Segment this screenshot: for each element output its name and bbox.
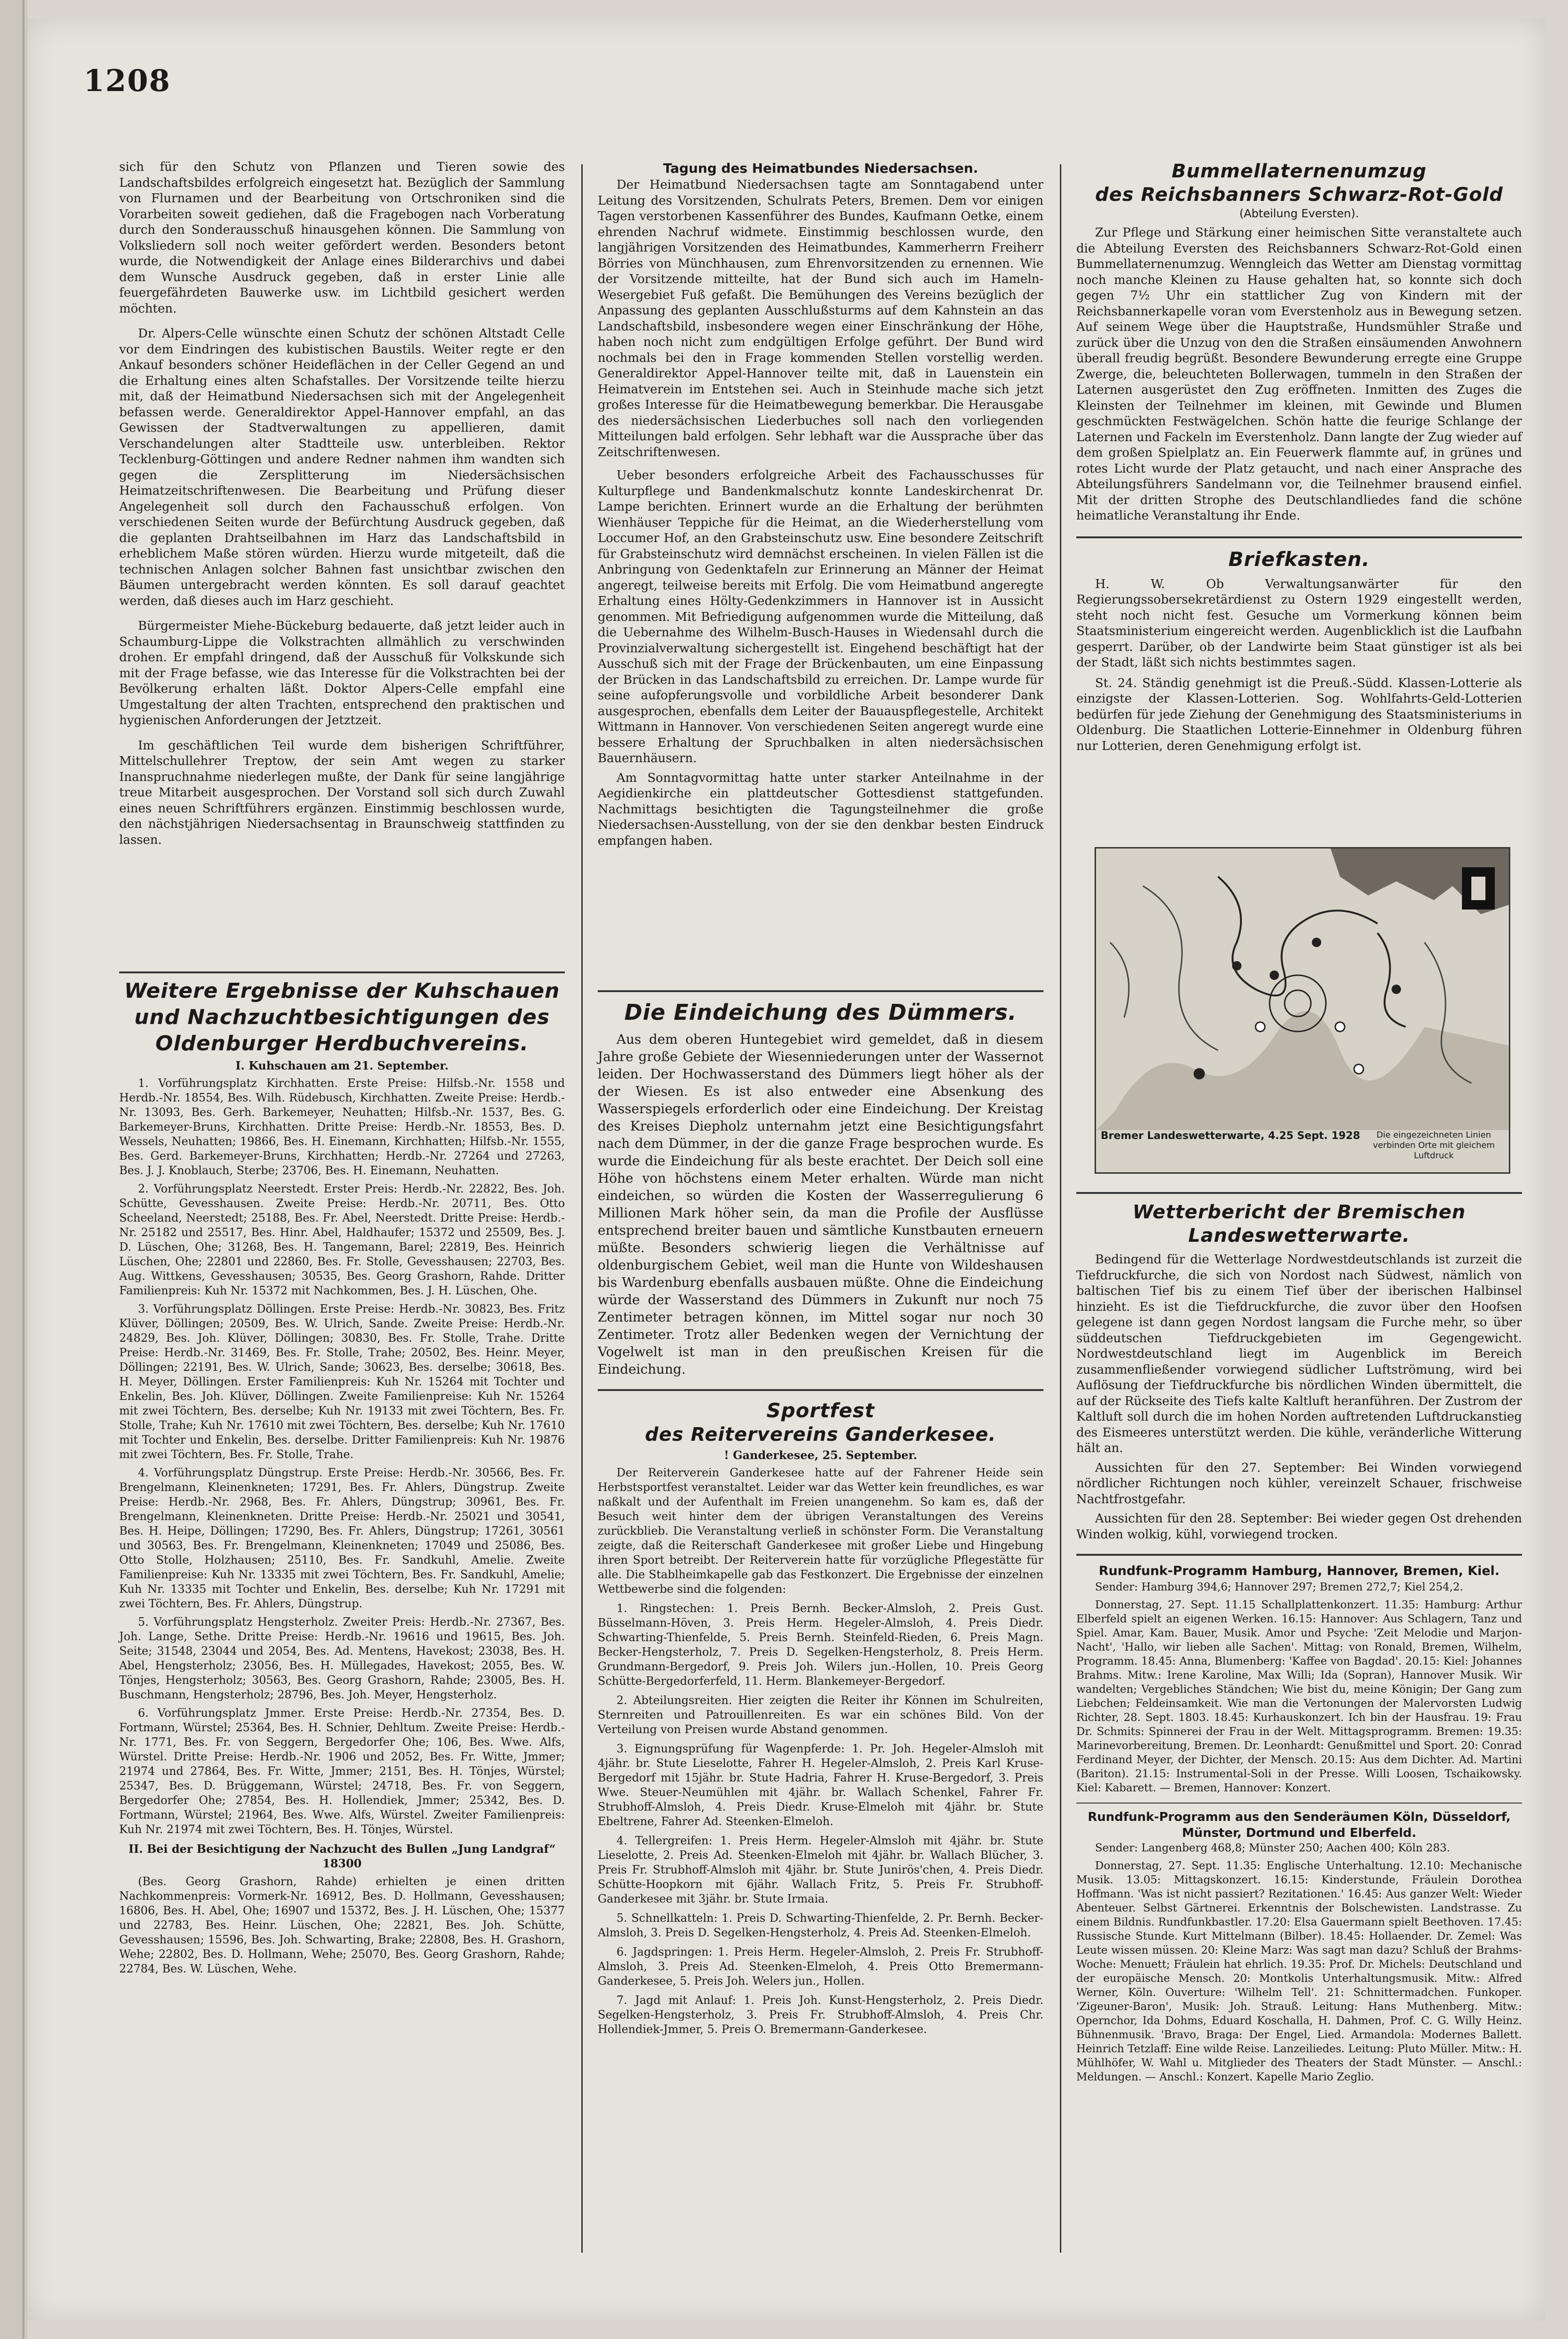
divider — [119, 971, 565, 973]
article-title-heimatbund: Tagung des Heimatbundes Niedersachsen. — [663, 161, 978, 176]
article-note: (Abteilung Eversten). — [1239, 207, 1359, 220]
article-title-laternenumzug: Bummellaternenumzug — [1172, 161, 1427, 182]
binding-edge — [0, 0, 27, 2339]
dateline: ! Ganderkesee, 25. September. — [724, 1448, 917, 1462]
paragraph: 7. Jagd mit Anlauf: 1. Preis Joh. Kunst-Hengsterholz, 2. Preis Diedr. Segelken-Hengsterholz, 3. Preis Fr. Strubhoff-Almsloh, 4. Preis Chr. Hollendiek-Jmmer, 5. Preis O. Bremermann-Ganderkesee. — [598, 1994, 1043, 2036]
map-caption-top: Bremer Landeswetterwarte, 4.25 Sept. 1928 — [1101, 1130, 1360, 1142]
article-title-sportfest: Sportfest — [766, 1399, 875, 1422]
paragraph: Zur Pflege und Stärkung einer heimischen Sitte veranstaltete auch die Abteilung Eversten des Reichsbanners Schwarz-Rot-Gold einen Bummellaternenumzug. Wenngleich das Wetter am Dienstag vormittag noch manche Kleinen zu Hause gehalten hat, so konnte sich doch gegen 7½ Uhr ein stattlicher Zug von Kindern mit der Reichsbannerkapelle voran vom Everstenholz aus in Bewegung setzen. Auf seinem Wege über die Hauptstraße, Hundsmühler Straße und zurück über die Unzug von den die Straßen einsäumenden Anwohnern überall freudig begrüßt. Besondere Bewunderung erregte eine Gruppe Zwerge, die, beleuchteten Bollerwagen, tummeln in den Straßen der Laternen ausgerüstet den Zug eröffneten. Inmitten des Zuges die Kleinsten der Teilnehmer im kleinen, mit Gewinde und Blumen geschmückten Festwägelchen. Schön hatte die feurige Schlange der Laternen und Fackeln im Everstenholz. Dann langte der Zug wieder auf dem großen Spielplatz an. Ein Feuerwerk flammte auf, in grünes und rotes Licht wurde der Platz getaucht, und nach einer Ansprache des Abteilungsführers Sandelmann vor, die Teilnehmer brausend einfiel. Mit der dritten Strophe des Deutschlandliedes fand die schöne heimatliche Veranstaltung ihr Ende. — [1076, 226, 1522, 523]
paragraph: Aussichten für den 28. September: Bei wieder gegen Ost drehenden Winden wolkig, kühl, vorwiegend trocken. — [1076, 1512, 1522, 1542]
paragraph: 5. Schnellkatteln: 1. Preis D. Schwarting-Thienfelde, 2. Pr. Bernh. Becker-Almsloh, 3. Preis D. Segelken-Hengsterholz, 4. Preis Ad. Steenken-Elmeloh. — [598, 1911, 1043, 1939]
paragraph: Donnerstag, 27. Sept. 11.35: Englische Unterhaltung. 12.10: Mechanische Musik. 13.05: Mittagskonzert. 16.15: Kinderstunde, Fräulein Dorothea Hoffmann. 'Was ist nicht passiert? Rezitationen.' 16.45: Aus ganzer Welt: Wieder Abenteuer. Selbst Gärtnerei. Erkenntnis der Bolschewisten. Landstrasse. Zu einem Bildnis. Rundfunkbastler. 17.20: Elsa Gauermann spielt Beethoven. 17.45: Russische Stunde. Kurt Mittelmann (Bilber). 18.45: Hollaender. Dr. Zemel: Was Leute wissen müssen. 20: Kleine Marz: Was sagt man dazu? Schluß der Brahms-Woche: Menuett; Fräulein hat ehrlich. 19.35: Prof. Dr. Michels: Deutschland und der europäische Mensch. 20: Montkolis Unterhaltungsmusik. Mitw.: Alfred Werner, Köln. Ouverture: 'Wilhelm Tell'. 21: Schnittermadchen. Funkoper. 'Zigeuner-Baron', Musik: Joh. Strauß. Leitung: Hans Muthenberg. Mitw.: Opernchor, Ida Dohms, Eduard Koschalla, H. Dahmen, Prof. C. G. Willy Heinz. Bühnenmusik. 'Bravo, Braga: Der Engel, Lied. Armandola: Modernes Ballett. Heinrich Tetzlaff: Eine wilde Reise. Lanzeiliedes. Leitung: Pluto Müller. Mitw.: H. Mühlhöfer, W. Wahl u. Mitglieder des Theaters der Stadt Münster. — Anschl.: Meldungen. — Anschl.: Konzert. Kapelle Mario Zeglio. — [1076, 1860, 1522, 2083]
paragraph: Aussichten für den 27. September: Bei Winden vorwiegend nördlicher Richtungen noch kühler, vereinzelt Schauer, frischweise Nachtfrostgefahr. — [1076, 1460, 1522, 1506]
paragraph: Aus dem oberen Huntegebiet wird gemeldet, daß in diesem Jahre große Gebiete der Wiesenniederungen unter der Wassernot leiden. Der Hochwasserstand des Dümmers liegt höher als der der Wiesen. Es ist also entweder eine Absenkung des Wasserspiegels erforderlich oder eine Eindeichung. Der Kreistag des Kreises Diepholz unternahm jetzt eine Besichtigungsfahrt nach dem Dümmer, in der die ganze Frage besprochen wurde. Es wurde die Eindeichung für als beste erachtet. Der Deich soll eine Höhe von höchstens einem Meter erhalten. Würde man nicht eindeichen, so würden die Kosten der Wasserregulierung 6 Millionen Mark höher sein, da man die Profile der Ausflüsse entsprechend breiter bauen und sämtliche Kunstbauten erneuern müßte. Besonders schwierig liegen die Verhältnisse auf oldenburgischem Gebiet, weil man die Hunte von Wildeshausen bis Wardenburg ebenfalls ausbauen müßte. Ohne die Eindeichung würde der Wasserstand des Dümmers in Zukunft nur noch 75 Zentimeter betragen können, im Mittel sogar nur noch 30 Zentimeter. Trotz aller Bedenken wegen der Vernichtung der Vogelwelt ist man in den preußischen Kreisen für die Eindeichung. — [598, 1032, 1043, 1377]
article-subtitle: I. Kuhschauen am 21. September. — [235, 1059, 449, 1072]
paragraph: Bürgermeister Miehe-Bückeburg bedauerte, daß jetzt leider auch in Schaumburg-Lippe die Volkstrachten allmählich zu verschwinden drohen. Er empfahl dringend, daß der Ausschuß für Volkskunde sich mit der Frage befasse, wie das Interesse für die Volkstrachten bei der Bevölkerung erhalten läßt. Doktor Alpers-Celle empfahl eine Umgestaltung der alten Trachten, entsprechend den praktischen und hygienischen Anforderungen der Jetztzeit. — [119, 619, 565, 727]
paragraph: St. 24. Ständig genehmigt ist die Preuß.-Südd. Klassen-Lotterie als einzigste der Klassen-Lotterien. Sog. Wohlfahrts-Geld-Lotterien bedürfen für jede Ziehung der Genehmigung des Staatsministeriums in Oldenburg. Die Staatlichen Lotterie-Einnehmer in Oldenburg führen nur Lotterien, deren Genehmigung erfolgt ist. — [1076, 676, 1522, 753]
article-subtitle-sportfest: des Reitervereins Ganderkesee. — [645, 1424, 997, 1445]
col3-text-rundfunk-1 — [1076, 1580, 1522, 1795]
paragraph: (Bes. Georg Grashorn, Rahde) erhielten je einen dritten Nachkommenpreis: Vormerk-Nr. 16912, Bes. D. Hollmann, Gevesshausen; 16806, Bes. H. Abel, Ohe; 16907 und 15372, Bes. J. H. Lüschen, Ohe; 15377 und 22783, Bes. Heinr. Lüschen, Ohe; 22821, Bes. Joh. Schütte, Gevesshausen; 15596, Bes. Joh. Schwarting, Brake; 22808, Bes. H. Grashorn, Wehe; 22802, Bes. D. Hollmann, Wehe; 25070, Bes. Georg Grashorn, Rahde; 22784, Bes. W. Lüschen, Wehe. — [119, 1875, 565, 1975]
article-title-rundfunk-hamburg: Rundfunk-Programm Hamburg, Hannover, Bremen, Kiel. — [1098, 1564, 1500, 1578]
paragraph: H. W. Ob Verwaltungsanwärter für den Regierungssobersekretärdienst zu Ostern 1929 eingestellt werden, steht noch nicht fest. Gesuche um Vormerkung können beim Staatsministerium eingereicht werden. Augenblicklich ist die Laufbahn gesperrt. Darüber, ob der Landwirte beim Staat günstiger ist als bei der Stadt, läßt sich nichts bestimmtes sagen. — [1076, 577, 1522, 670]
paragraph: 6. Jagdspringen: 1. Preis Herm. Hegeler-Almsloh, 2. Preis Fr. Strubhoff-Almsloh, 3. Preis Ad. Steenken-Elmeloh, 4. Preis Otto Bremermann-Ganderkesee, 5. Preis Joh. Welers jun., Hollen. — [598, 1945, 1043, 1987]
paragraph: 1. Ringstechen: 1. Preis Bernh. Becker-Almsloh, 2. Preis Gust. Büsselmann-Höven, 3. Preis Herm. Hegeler-Almsloh, 4. Preis Diedr. Schwarting-Thienfelde, 5. Preis Bernh. Steinfeld-Rieden, 6. Preis Magn. Becker-Hengsterholz, 7. Preis D. Segelken-Hengsterholz, 8. Preis Herm. Grundmann-Bergedorf, 9. Preis Joh. Wilers jun.-Hollen, 10. Preis Georg Schütte-Bergedorferfeld, 11. Herm. Blankemeyer-Bergedorf. — [598, 1602, 1043, 1688]
column-rule — [1060, 164, 1061, 2253]
divider — [1076, 1803, 1522, 1804]
col3-text-laternen — [1076, 225, 1522, 524]
divider — [598, 990, 1043, 992]
newspaper-page — [27, 19, 1545, 2321]
paragraph: Dr. Alpers-Celle wünschte einen Schutz der schönen Altstadt Celle vor dem Eindringen des kubistischen Baustils. Weiter regte er den Ankauf besonders schöner Heideflächen in der Celler Gegend an und die Erhaltung eines alten Schafstalles. Der Vorsitzende teilte hierzu mit, daß der Heimatbund Niedersachsen sich mit der Angelegenheit befassen werde. Generaldirektor Appel-Hannover empfahl, an das Gewissen der Stadtverwaltungen zu appellieren, damit Verschandelungen alter Stadtteile usw. unterbleiben. Rektor Tecklenburg-Göttingen und andere Redner nahmen ihm wandten sich gegen die Zersplitterung im Niedersächsischen Heimatzeitschriftenwesen. Die Bearbeitung und Prüfung dieser Angelegenheit soll durch den Fachausschuß erfolgen. Von verschiedenen Seiten wurde der Befürchtung Ausdruck gegeben, daß die geplanten Drahtseilbahnen im Harz das Landschaftsbild in erheblichem Maße stören würden. Hierzu wurde mitgeteilt, daß die technischen Anlagen solcher Bahnen fast unsichtbar zwischen den Bäumen untergebracht werden könnten. Es soll darauf geachtet werden, daß dieses auch im Harz geschieht. — [119, 327, 565, 608]
col3-text-rundfunk-2 — [1076, 1841, 1522, 2084]
column-rule — [581, 164, 583, 2253]
divider — [1076, 1192, 1522, 1194]
column-1-lower — [119, 971, 565, 1976]
paragraph: 4. Vorführungsplatz Düngstrup. Erste Preise: Herdb.-Nr. 30566, Bes. Fr. Brengelmann, Kleinenkneten; 17291, Bes. Fr. Ahlers, Düngstrup. Zweite Preise: Herdb.-Nr. 2968, Bes. Fr. Ahlers, Düngstrup; 30961, Bes. Fr. Brengelmann, Kleinenkneten. Dritte Preise: Herdb.-Nr. 25021 und 30541, Bes. H. Heipe, Döllingen; 17290, Bes. Fr. Ahlers, Düngstrup; 17261, 30561 und 30563, Bes. Fr. Brengelmann, Kleinenkneten; 17049 und 25086, Bes. Otto Stolle, Holzhausen; 25110, Bes. Fr. Sandkuhl, Amelie. Zweite Familienpreise: Kuh Nr. 13335 mit zwei Töchtern, Bes. Fr. Sandkuhl, Amelie; Kuh Nr. 13335 mit Tochter und Enkelin, Bes. derselbe; Kuh Nr. 17291 mit zwei Töchtern, Bes. Fr. Ahlers, Düngstrup. — [119, 1466, 565, 1610]
divider — [1076, 536, 1522, 538]
paragraph: 6. Vorführungsplatz Jmmer. Erste Preise: Herdb.-Nr. 27354, Bes. D. Fortmann, Würstel; 25364, Bes. H. Schnier, Dehltum. Zweite Preise: Herdb.-Nr. 1771, Bes. Fr. von Seggern, Bergedorfer Ohe; 106, Bes. Wwe. Alfs, Würstel. Dritte Preise: Herdb.-Nr. 1906 und 2052, Bes. Fr. Witte, Jmmer; 21974 und 27864, Bes. Fr. Witte, Jmmer; 2151, Bes. H. Tönjes, Würstel; 25347, Bes. D. Brüggemann, Würstel; 24718, Bes. Fr. von Seggern, Bergedorfer Ohe; 27854, Bes. H. Hollendiek, Jmmer; 25342, Bes. D. Fortmann, Würstel; 21964, Bes. Wwe. Alfs, Würstel. Zweiter Familienpreis: Kuh Nr. 21974 mit zwei Töchtern, Bes. H. Tönjes, Würstel. — [119, 1706, 565, 1836]
weather-map — [1095, 847, 1510, 1174]
article-title-kuhschauen: Weitere Ergebnisse der Kuhschauen und Nachzuchtbesichtigungen des Oldenburger Herdbuchvereins. — [124, 979, 560, 1055]
paragraph: 2. Vorführungsplatz Neerstedt. Erster Preis: Herdb.-Nr. 22822, Bes. Joh. Schütte, Gevesshausen. Zweite Preise: Herdb.-Nr. 20711, Bes. Otto Scheeland, Neerstedt; 25188, Bes. Fr. Abel, Neerstedt. Dritte Preise: Herdb.-Nr. 25182 und 25517, Bes. Hinr. Abel, Haldhaufer; 15372 und 25509, Bes. J. D. Lüschen, Ohe; 31268, Bes. H. Tangemann, Barel; 22819, Bes. Heinrich Lüschen, Ohe; 22801 und 22860, Bes. Fr. Stolle, Gevesshausen; 22703, Bes. Aug. Wittkens, Gevesshausen; 30535, Bes. Georg Grashorn, Rahde. Dritter Familienpreis: Kuh Nr. 15372 mit Nachkommen, Bes. J. H. Lüschen, Ohe. — [119, 1182, 565, 1297]
paragraph: 2. Abteilungsreiten. Hier zeigten die Reiter ihr Können im Schulreiten, Sternreiten und Patrouillenreiten. Es war ein schönes Bild. Von der Verteilung von Preisen wurde Abstand genommen. — [598, 1694, 1043, 1736]
paragraph: Im geschäftlichen Teil wurde dem bisherigen Schriftführer, Mittelschullehrer Treptow, der sein Amt wegen zu starker Inanspruchnahme niederlegen mußte, der Dank für seine langjährige treue Mitarbeit ausgesprochen. Der Vorstand soll sich durch Zuwahl eines neuen Schriftführers ergänzen. Einstimmig beschlossen wurde, den nächstjährigen Niedersachsentag in Braunschweig stattfinden zu lassen. — [119, 738, 565, 847]
article-title-briefkasten: Briefkasten. — [1228, 547, 1370, 571]
paragraph: Der Heimatbund Niedersachsen tagte am Sonntagabend unter Leitung des Vorsitzenden, Schulrats Peters, Bremen. Dem vor einigen Tagen verstorbenen Kassenführer des Bundes, Kaufmann Oetke, einem ehrenden Nachruf widmete. Einstimmig beschlossen wurde, den langjährigen Vorsitzenden des Heimatbundes, Kammerherrn Freiherr Börries von Münchhausen, zum Ehrenvorsitzenden zu ernennen. Wie der Vorsitzende mitteilte, hat der Bund sich auch im Hameln-Wesergebiet Fuß gefaßt. Die Bemühungen des Vereins bezüglich der Anpassung des geplanten Ausschlußsturms auf dem Kahnstein an das Landschaftsbild, insbesondere wegen einer Einschränkung der Höhe, haben noch nicht zum endgültigen Erfolge geführt. Der Bund wird nochmals bei den in Frage kommenden Stellen vorstellig werden. Generaldirektor Appel-Hannover teilte mit, daß in Lauenstein ein Heimatverein im Entstehen sei. Auch in Steinhude mache sich jetzt großes Interesse für die Heimatbewegung bemerkbar. Die Herausgabe des niedersächsischen Liederbuches soll nach den vorliegenden Mitteilungen bald erfolgen. Sehr lebhaft war die Aussprache über das Zeitschriftenwesen. — [598, 178, 1043, 459]
paragraph: Sender: Langenberg 468,8; Münster 250; Aachen 400; Köln 283. — [1095, 1842, 1450, 1854]
column-3-lower — [1076, 1192, 1522, 2084]
paragraph: Bedingend für die Wetterlage Nordwestdeutschlands ist zurzeit die Tiefdruckfurche, die sich von Nordost nach Südwest, nämlich von baltischen Tief bis zu einem Tief über der iberischen Halbinsel hinzieht. Es ist die Tiefdruckfurche, die zuvor über den Hoofsen gelegene ist dann gegen Nordost langsam die Furche mehr, so über süddeutschen Tiefdruckgebieten im Gegengewicht. Nordwestdeutschland liegt im Augenblick im Bereich zusammenfließender vorwiegend südlicher Luftströmung, wird bei Auflösung der Tiefdruckfurche bis nördlichen Winden übermittelt, die auf der Rückseite des Tiefs kalte Kaltluft heranführen. Der Zustrom der Kaltluft soll durch die im hohen Norden auftretenden Luftdruckanstieg des Eismeeres unterstützt werden. Die kühle, veränderliche Witterung hält an. — [1076, 1253, 1522, 1455]
paragraph: 3. Eignungsprüfung für Wagenpferde: 1. Pr. Joh. Hegeler-Almsloh mit 4jähr. br. Stute Lieselotte, Fahrer H. Hegeler-Almsloh, 2. Preis Karl Kruse-Bergedorf mit 15jähr. br. Stute Hadria, Fahrer H. Kruse-Bergedorf, 3. Preis Wwe. Steuer-Neumühlen mit 4jähr. br. Wallach Schenkel, Fahrer Fr. Strubhoff-Almsloh, 4. Preis Diedr. Kruse-Elmeloh mit 4jähr. br. Stute Ebeltrene, Fahrer Ad. Steenken-Elmeloh. — [598, 1742, 1043, 1828]
col1-results — [119, 1076, 565, 1976]
section-heading: II. Bei der Besichtigung der Nachzucht des Bullen „Jung Landgraf“ 18300 — [128, 1842, 556, 1870]
map-caption-bottom: Die eingezeichneten Linien verbinden Orte mit gleichem Luftdruck — [1373, 1130, 1495, 1161]
column-1 — [119, 160, 565, 848]
article-subtitle-reichsbanner: des Reichsbanners Schwarz-Rot-Gold — [1095, 184, 1503, 206]
col3-text-briefkasten — [1076, 577, 1522, 755]
col1-text-top — [119, 160, 565, 848]
col2-text-top — [598, 177, 1043, 849]
article-title-duemmer: Die Eindeichung des Dümmers. — [624, 1000, 1017, 1025]
paragraph: Der Reiterverein Ganderkesee hatte auf der Fahrener Heide sein Herbstsportfest veranstaltet. Leider war das Wetter kein freundliches, es war naßkalt und der Aufenthalt im Freien unangenehm. So kam es, daß der Besuch weit hinter dem der übrigen Veranstaltungen des Vereins zurückblieb. Die Veranstaltung verließ in schönster Form. Die Veranstaltung zeigte, daß die Reiterschaft Ganderkesee mit großer Liebe und Hingebung ihren Sport betreibt. Der Reiterverein hatte für vorzügliche Pflegestätte für alle. Die Stablheimkapelle gab das Festkonzert. Die Ergebnisse der einzelnen Wettbewerbe sind die folgenden: — [598, 1466, 1043, 1596]
article-title-wetterbericht: Wetterbericht der Bremischen Landeswetterwarte. — [1133, 1201, 1466, 1246]
paragraph: sich für den Schutz von Pflanzen und Tieren sowie des Landschaftsbildes erfolgreich eingesetzt hat. Bezüglich der Sammlung von Flurnamen und der Bearbeitung von Ortschroniken sind die Vorarbeiten soweit gediehen, daß die Fragebogen nach Vorberatung durch den Sonderausschuß hinausgehen können. Die Sammlung von Volksliedern soll noch weiter gefördert werden. Besonders betont wurde, die Notwendigkeit der Anlage eines Bilderarchivs und dabei dem Wunsche Ausdruck gegeben, daß in erster Linie alle feuergefährdeten Bauwerke usw. im Lichtbild gesichert werden möchten. — [119, 160, 565, 316]
col3-text-wetter — [1076, 1252, 1522, 1543]
paragraph: 5. Vorführungsplatz Hengsterholz. Zweiter Preis: Herdb.-Nr. 27367, Bes. Joh. Lange, Sethe. Dritte Preise: Herdb.-Nr. 19616 und 19615, Bes. Joh. Seite; 31548, 23044 und 2054, Bes. Ad. Mentens, Havekost; 23038, Bes. H. Abel, Hengsterholz; 23056, Bes. H. Müllegades, Havekost; 2055, Bes. W. Tönjes, Hengsterholz; 30563, Bes. Georg Grashorn, Rahde; 23005, Bes. H. Buschmann, Hengsterholz; 28796, Bes. Joh. Meyer, Hengsterholz. — [119, 1615, 565, 1701]
col2-text-sportfest — [598, 1466, 1043, 2037]
article-title-rundfunk-koeln: Rundfunk-Programm aus den Senderäumen Köln, Düsseldorf, Münster, Dortmund und Elberfeld. — [1088, 1810, 1511, 1840]
column-3 — [1076, 160, 1522, 754]
weather-map-graphic — [1096, 848, 1509, 1130]
column-2-middle — [598, 990, 1043, 2037]
page-number: 1208 — [84, 63, 171, 99]
divider — [1076, 1554, 1522, 1556]
divider — [598, 1389, 1043, 1391]
column-2 — [598, 160, 1043, 849]
paragraph: 4. Tellergreifen: 1. Preis Herm. Hegeler-Almsloh mit 4jähr. br. Stute Lieselotte, 2. Preis Ad. Steenken-Elmeloh mit 4jähr. br. Wallach Blücher, 3. Preis Fr. Strubhoff-Almsloh mit 4jähr. br. Stute Junirös'chen, 4. Preis Diedr. Schütte-Hoopkorn mit 6jähr. Wallach Fritz, 5. Preis Fr. Strubhoff-Ganderkesee mit 3jähr. br. Stute Irmaia. — [598, 1834, 1043, 1905]
paragraph: Ueber besonders erfolgreiche Arbeit des Fachausschusses für Kulturpflege und Bandenkmalschutz konnte Landeskirchenrat Dr. Lampe berichten. Erinnert wurde an die Erhaltung der berühmten Wienhäuser Teppiche für die Heimat, an die Wiederherstellung vom Loccumer Hof, an den Grabsteinschutz usw. Eine besondere Zeitschrift für Grabsteinschutz wird demnächst erscheinen. In vielen Fällen ist die Anbringung von Gedenktafeln zur Erinnerung an Männer der Heimat angeregt, teilweise bereits mit Erfolg. Die vom Heimatbund angeregte Erhaltung eines Hölty-Gedenkzimmers in Hannover ist in Aussicht genommen. Mit Befriedigung aufgenommen wurde die Mitteilung, daß die Uebernahme des Wilhelm-Busch-Hauses in Wiedensahl durch die Provinzialverwaltung sichergestellt ist. Eingehend beschäftigt hat der Ausschuß sich mit der Frage der Brückenbauten, um eine Einpassung der Brücken in das Landschaftsbild zu erreichen. Dr. Lampe wurde für seine aufopferungsvolle und vorbildliche Arbeit besonderer Dank ausgesprochen, ebenfalls dem Leiter der Bauauspflegestelle, Architekt Wittmann in Hannover. Von verschiedenen Seiten angeregt wurde eine bessere Erhaltung der Spruchbalken in alten niedersächsischen Bauernhäusern. — [598, 468, 1043, 765]
paragraph: Sender: Hamburg 394,6; Hannover 297; Bremen 272,7; Kiel 254,2. — [1095, 1581, 1463, 1593]
paragraph: Donnerstag, 27. Sept. 11.15 Schallplattenkonzert. 11.35: Hamburg: Arthur Elberfeld spielt an eigenen Werken. 16.15: Hannover: Aus Schlagern, Tanz und Spiel. Amar, Kam. Bauer, Musik. Amor und Psyche: 'Zeit Melodie und Marjon-Nacht', 'Hallo, wir lieben alle Sachen'. Mittag: von Ronald, Bremen, Wilhelm, Programm. 18.45: Anna, Blumenberg: 'Kaffee von Bagdad'. 20.15: Kiel: Johannes Brahms. Mitw.: Irene Karoline, Max Willi; Ida (Sopran), Hannover Musik. Wir wandelten; Vergebliches Ständchen; Wie bist du, meine Königin; Der Gang zum Liebchen; Feldeinsamkeit. Wie man die Vertonungen der Malervorsten Ludwig Richter, 28. Sept. 1803. 18.45: Kurhauskonzert. Ich bin der Hausfrau. 19: Frau Dr. Schmits: Spinnerei der Frau in der Welt. Mittagsprogramm. Bremen: 19.35: Marinevorbereitung, Bremen. Dr. Leonhardt: Genußmittel und Sport. 20: Conrad Ferdinand Meyer, der Dichter, der Mensch. 20.15: Aus dem Dichter. Ad. Martini (Bariton). 21.15: Instrumental-Soli in der Presse. Willi Loosen, Tschaikowsky. Kiel: Kabarett. — Bremen, Hannover: Konzert. — [1076, 1599, 1522, 1794]
paragraph: Am Sonntagvormittag hatte unter starker Anteilnahme in der Aegidienkirche ein plattdeutscher Gottesdienst stattgefunden. Nachmittags besichtigten die Tagungsteilnehmer die große Niedersachsen-Ausstellung, von der sie den denkbar besten Eindruck empfangen haben. — [598, 771, 1043, 848]
paragraph: 1. Vorführungsplatz Kirchhatten. Erste Preise: Hilfsb.-Nr. 1558 und Herdb.-Nr. 18554, Bes. Wilh. Rüdebusch, Kirchhatten. Zweite Preise: Herdb.-Nr. 13093, Bes. Gerh. Barkemeyer, Neuhatten; Hilfsb.-Nr. 1537, Bes. G. Barkemeyer-Bruns, Kirchhatten. Dritte Preise: Herdb.-Nr. 18553, Bes. D. Wessels, Neuhatten; 19866, Bes. H. Einemann, Kirchhatten; Hilfsb.-Nr. 1555, Bes. Gerd. Barkemeyer-Bruns, Kirchhatten; Herdb.-Nr. 27264 und 27263, Bes. J. J. Knoblauch, Sterbe; 23706, Bes. H. Einemann, Neuhatten. — [119, 1077, 565, 1177]
paragraph: 3. Vorführungsplatz Döllingen. Erste Preise: Herdb.-Nr. 30823, Bes. Fritz Klüver, Döllingen; 20509, Bes. W. Ulrich, Sande. Zweite Preise: Herdb.-Nr. 24829, Bes. Joh. Klüver, Döllingen; 30830, Bes. Fr. Stolle, Trahe. Dritte Preise: Herdb.-Nr. 31469, Bes. Fr. Stolle, Trahe; 20502, Bes. Heinr. Meyer, Döllingen; 22191, Bes. W. Ulrich, Sande; 30623, Bes. derselbe; 30618, Bes. H. Meyer, Döllingen. Erster Familienpreis: Kuh Nr. 15264 mit Tochter und Enkelin, Bes. Joh. Klüver, Döllingen. Zweite Familienpreise: Kuh Nr. 15264 mit zwei Töchtern, Bes. derselbe; Kuh Nr. 19133 mit zwei Töchtern, Bes. Fr. Stolle, Trahe; Kuh Nr. 17610 mit zwei Töchtern, Bes. derselbe; Kuh Nr. 17610 mit Tochter und Enkelin, Bes. derselbe. Dritter Familienpreis: Kuh Nr. 19876 mit zwei Töchtern, Bes. Fr. Stolle, Trahe. — [119, 1302, 565, 1461]
col2-text-duemmer — [598, 1031, 1043, 1378]
